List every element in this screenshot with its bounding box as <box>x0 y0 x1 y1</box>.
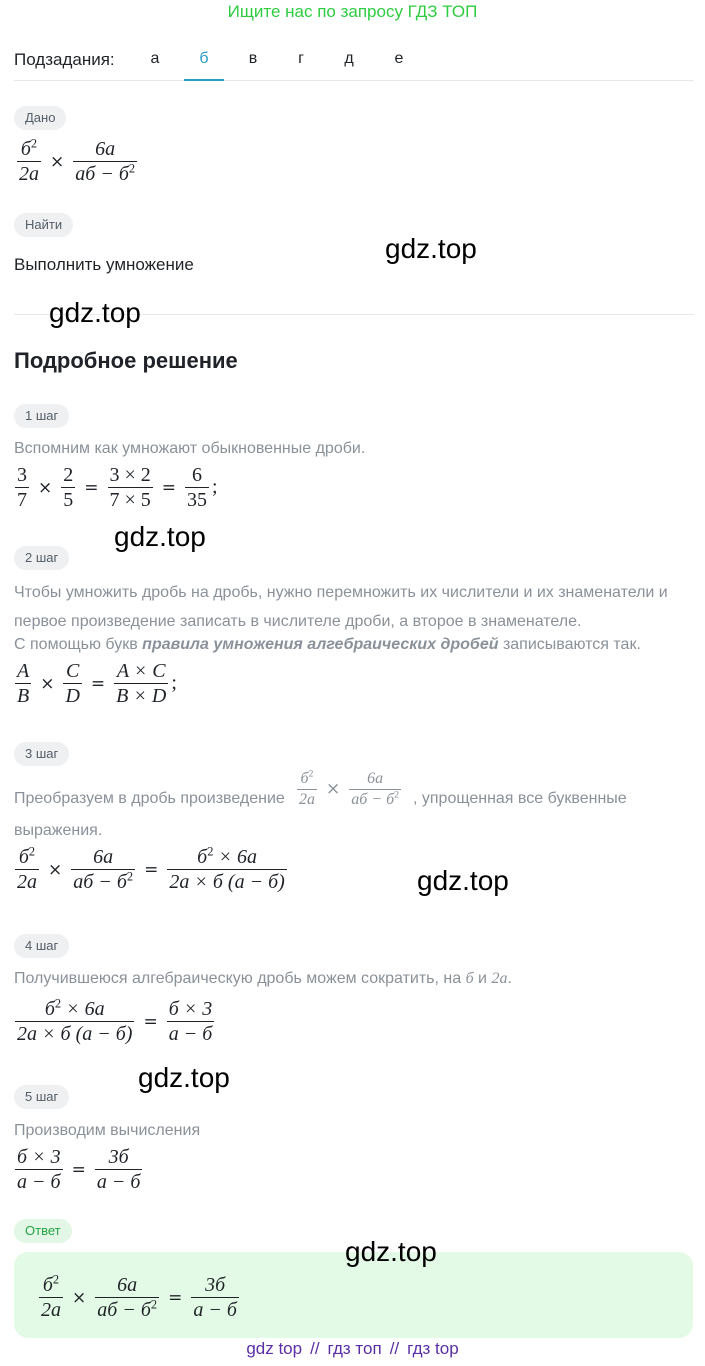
given-chip: Дано <box>14 106 66 130</box>
watermark: gdz.top <box>345 1236 437 1267</box>
watermark: gdz.top <box>385 233 477 264</box>
footer-link-gdz-top[interactable]: gdz top <box>246 1339 303 1358</box>
step1-formula: $\frac{3}{7}$ × $\frac{2}{5}$ = $\frac{3 \times 2}{7 \times 5}$ = $\frac{6}{35}$ ; <box>17 464 218 511</box>
answer-chip: Ответ <box>14 1219 72 1243</box>
step2-formula: $\frac{A}{B}$ × $\frac{C}{D}$ = $\frac{A \times C}{B \times D}$ ; <box>17 660 177 707</box>
tab-b[interactable]: б <box>184 50 224 81</box>
step5-formula: б × 3 a − б = 3б a − б <box>17 1146 141 1193</box>
solution-title: Подробное решение <box>14 348 238 373</box>
step3-inline-formula: $б^2$ 2a × 6a aб − $б^2$ <box>299 768 400 808</box>
subtasks-bar <box>14 48 694 81</box>
subtasks-label: Подзадания: <box>14 50 115 69</box>
search-banner: Ищите нас по запросу ГДЗ ТОП <box>227 2 478 21</box>
footer-link-gdz-top-ru[interactable]: гдз топ <box>327 1339 382 1358</box>
step4-text: Получившеюся алгебраическую дробь можем сократить, на б и 2a. <box>14 970 512 987</box>
watermark: gdz.top <box>138 1062 230 1093</box>
step3-text-prefix: Преобразуем в дробь произведение <box>14 790 285 807</box>
tab-a[interactable]: а <box>150 50 160 67</box>
tab-g[interactable]: г <box>298 50 304 67</box>
watermark: gdz.top <box>417 865 509 896</box>
tab-e[interactable]: е <box>394 50 404 67</box>
watermark: gdz.top <box>114 521 206 552</box>
find-chip: Найти <box>14 213 73 237</box>
given-expression: $б^2$ 2a × 6a aб − $б^2$ <box>19 136 136 185</box>
step2-text2: С помощью букв правила умножения алгебраических дробей записываются так. <box>14 636 641 653</box>
watermark: gdz.top <box>49 297 141 328</box>
step2-text1: Чтобы умножить дробь на дробь, нужно перемножить их числители и их знаменатели и первое произведение записать в числителе дроби, а второе в знаменателе. <box>14 584 668 630</box>
tab-d[interactable]: д <box>344 50 354 67</box>
step4-chip: 4 шаг <box>14 934 69 958</box>
step3-text-suffix: , упрощенная все буквенные <box>413 790 627 807</box>
step3-chip: 3 шаг <box>14 742 69 766</box>
step4-formula: $б^2 \times 6a$ 2a × б (a − б) = б × 3 a − б <box>17 996 213 1045</box>
step3-text-line2: выражения. <box>14 822 103 839</box>
answer-formula: $б^2$ 2a × 6a aб − $б^2$ = 3б a − б <box>41 1272 237 1321</box>
footer-link-gdz-top-mixed[interactable]: гдз top <box>407 1339 459 1358</box>
step5-text: Производим вычисления <box>14 1122 201 1139</box>
footer-links: gdz top // гдз топ // гдз top <box>246 1339 459 1358</box>
step1-text: Вспомним как умножают обыкновенные дроби. <box>14 440 366 457</box>
tab-v[interactable]: в <box>248 50 258 67</box>
step2-chip: 2 шаг <box>14 546 69 570</box>
find-text: Выполнить умножение <box>14 255 194 274</box>
step5-chip: 5 шаг <box>14 1085 69 1109</box>
step1-chip: 1 шаг <box>14 404 69 428</box>
step3-formula: $б^2$ 2a × 6a aб − $б^2$ = $б^2 \times 6a$ 2a × б (a − б) <box>17 844 285 893</box>
